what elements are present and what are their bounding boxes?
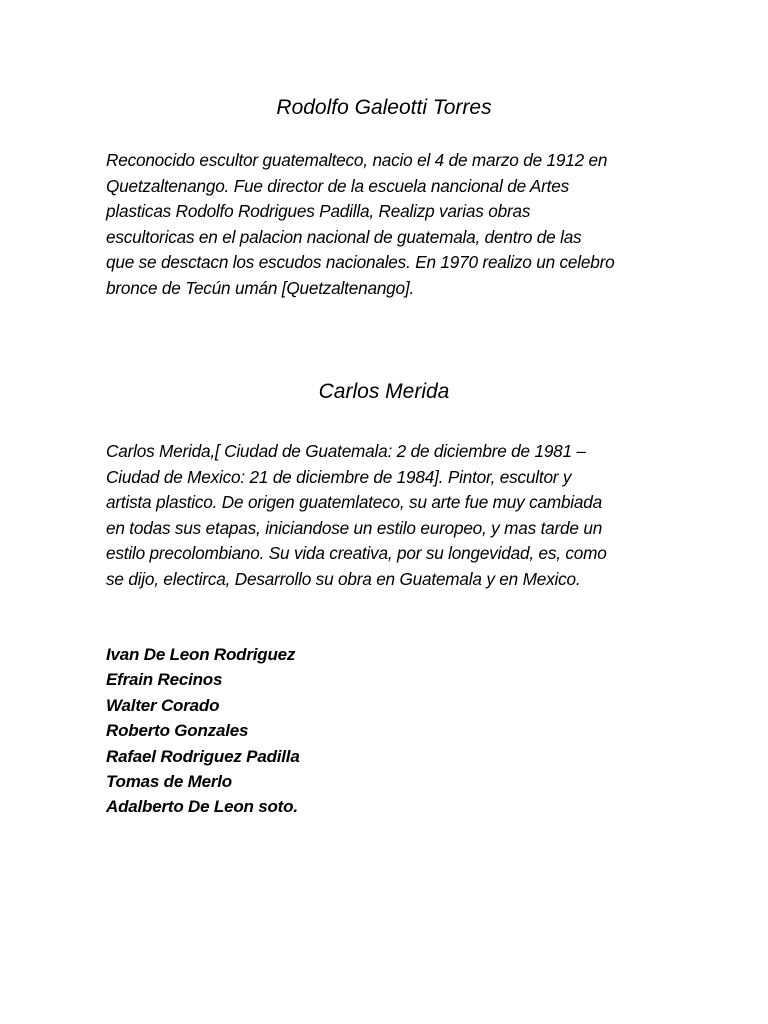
paragraph-line: Ciudad de Mexico: 21 de diciembre de 1984]. Pintor, escultor y (106, 466, 572, 487)
section-title-rodolfo-galeotti-torres: Rodolfo Galeotti Torres (276, 96, 492, 119)
paragraph-line: Carlos Merida,[ Ciudad de Guatemala: 2 de diciembre de 1981 – (106, 441, 586, 461)
author-list (106, 642, 300, 820)
paragraph-line: se dijo, electirca, Desarrollo su obra en Guatemala y en Mexico. (106, 568, 581, 589)
author-name: Roberto Gonzales (106, 721, 249, 741)
paragraph-line: Reconocido escultor guatemalteco, nacio el 4 de marzo de 1912 en (106, 150, 608, 170)
section-paragraph-rodolfo-galeotti-torres (106, 148, 666, 302)
paragraph-line: Quetzaltenango. Fue director de la escuela nancional de Artes (106, 175, 569, 196)
paragraph-line: en todas sus etapas, iniciandose un estilo europeo, y mas tarde un (106, 517, 603, 538)
author-name: Walter Corado (106, 695, 220, 715)
author-name: Adalberto De Leon soto. (106, 797, 298, 817)
author-name: Rafael Rodriguez Padilla (106, 746, 300, 766)
paragraph-line: que se desctacn los escudos nacionales. En 1970 realizo un celebro (106, 252, 615, 273)
section-title-carlos-merida: Carlos Merida (318, 380, 450, 403)
author-name: Efrain Recinos (106, 670, 223, 690)
paragraph-line: bronce de Tecún umán [Quetzaltenango]. (106, 277, 415, 298)
paragraph-line: estilo precolombiano. Su vida creativa, por su longevidad, es, como (106, 543, 607, 564)
paragraph-line: escultoricas en el palacion nacional de guatemala, dentro de las (106, 226, 582, 247)
author-name: Ivan De Leon Rodriguez (106, 645, 296, 664)
author-name: Tomas de Merlo (106, 772, 232, 792)
section-paragraph-carlos-merida (106, 439, 666, 593)
paragraph-line: artista plastico. De origen guatemlateco, su arte fue muy cambiada (106, 492, 603, 513)
paragraph-line: plasticas Rodolfo Rodrigues Padilla, Realizp varias obras (106, 201, 531, 222)
